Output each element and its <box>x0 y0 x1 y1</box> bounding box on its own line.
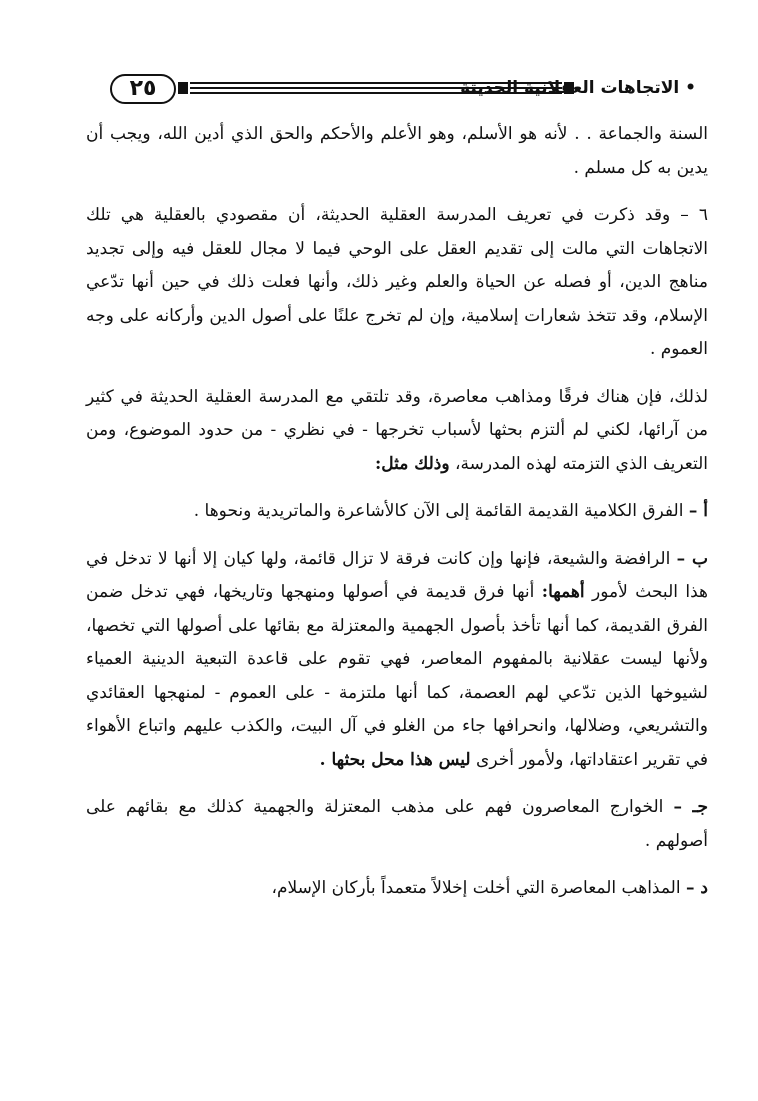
page-header <box>92 62 696 112</box>
paragraph-2 <box>86 199 708 367</box>
list-item-d-label: د – <box>686 878 708 898</box>
paragraph-3-text: لذلك، فإن هناك فرقًا ومذاهب معاصرة، وقد تلتقي مع المدرسة العقلية الحديثة في كثير من آرائها، لكني لم ألتزم بحثها لأسباب تخرجها - في نظري - من حدود الموضوع، ومن التعريف الذي التزمته لهذه المدرسة، <box>86 386 708 474</box>
list-item-d <box>86 872 708 906</box>
running-title: • الاتجاهات العقلانية الحديثة <box>460 78 696 98</box>
list-item-a <box>86 495 708 529</box>
paragraph-2-text: ٦ – وقد ذكرت في تعريف المدرسة العقلية الحديثة، أن مقصودي بالعقلية هي تلك الاتجاهات التي مالت إلى تقديم العقل على الوحي فيما لا مجال للعقل فيه وإلى تجديد مناهج الدين، أو فصله عن الحياة والعلم وغير ذلك، وأنها فعلت ذلك في حين أنها تدّعي الإسلام، وقد تتخذ شعارات إسلامية، وإن لم تخرج علنًا على أصول الدين وأركانه على وجه العموم . <box>86 205 708 359</box>
list-item-b-bold-1: أهمها: <box>541 582 585 602</box>
page-number: ٢٥ <box>110 74 176 104</box>
page-body <box>86 118 708 1038</box>
list-item-b-label: ب – <box>676 548 708 569</box>
list-item-b <box>86 543 708 778</box>
list-item-b-text-2: أنها فرق قديمة في أصولها ومنهجها وتاريخها، فهي تدخل ضمن الفرق القديمة، كما أنها تأخذ بأصول الجهمية والمعتزلة مع بقائها على أصولها التي تخصها، ولأنها ليست عقلانية بالمفهوم المعاصر، فهي تقوم على قاعدة التبعية الدينية العمياء لشيوخها الذين تدّعي لهم العصمة، كما أنها ملتزمة - على العموم - لمنهجها العقائدي والتشريعي، وضلالها، وانحرافها جاء من الغلو في آل البيت، والكذب عليهم واتباع الأهواء في تقرير اعتقاداتها، ولأمور أخرى <box>86 582 708 770</box>
list-item-a-label: أ – <box>688 501 708 521</box>
list-item-d-text: المذاهب المعاصرة التي أخلت إخلالاً متعمداً بأركان الإسلام، <box>271 878 681 898</box>
paragraph-1 <box>86 118 708 185</box>
header-rule-end-left <box>178 82 188 94</box>
paragraph-1-text: السنة والجماعة . . لأنه هو الأسلم، وهو الأعلم والأحكم والحق الذي أدين الله، ويجب أن يدين به كل مسلم . <box>86 124 708 178</box>
list-item-b-text-1: الرافضة والشيعة، فإنها وإن كانت فرقة لا تزال قائمة، ولها كيان إلا أنها لا تدخل في هذا البحث لأمور <box>86 548 709 602</box>
list-item-b-bold-2: ليس هذا محل بحثها . <box>319 749 471 770</box>
list-item-j-text: الخوارج المعاصرون فهم على مذهب المعتزلة والجهمية كذلك مع بقائهم على أصولهم . <box>86 797 708 851</box>
list-item-a-text: الفرق الكلامية القديمة القائمة إلى الآن كالأشاعرة والماتريدية ونحوها . <box>193 501 684 521</box>
paragraph-3-bold: وذلك مثل: <box>374 453 450 474</box>
list-item-j <box>86 791 708 858</box>
paragraph-3 <box>86 381 708 482</box>
list-item-j-label: جـ – <box>673 797 708 817</box>
